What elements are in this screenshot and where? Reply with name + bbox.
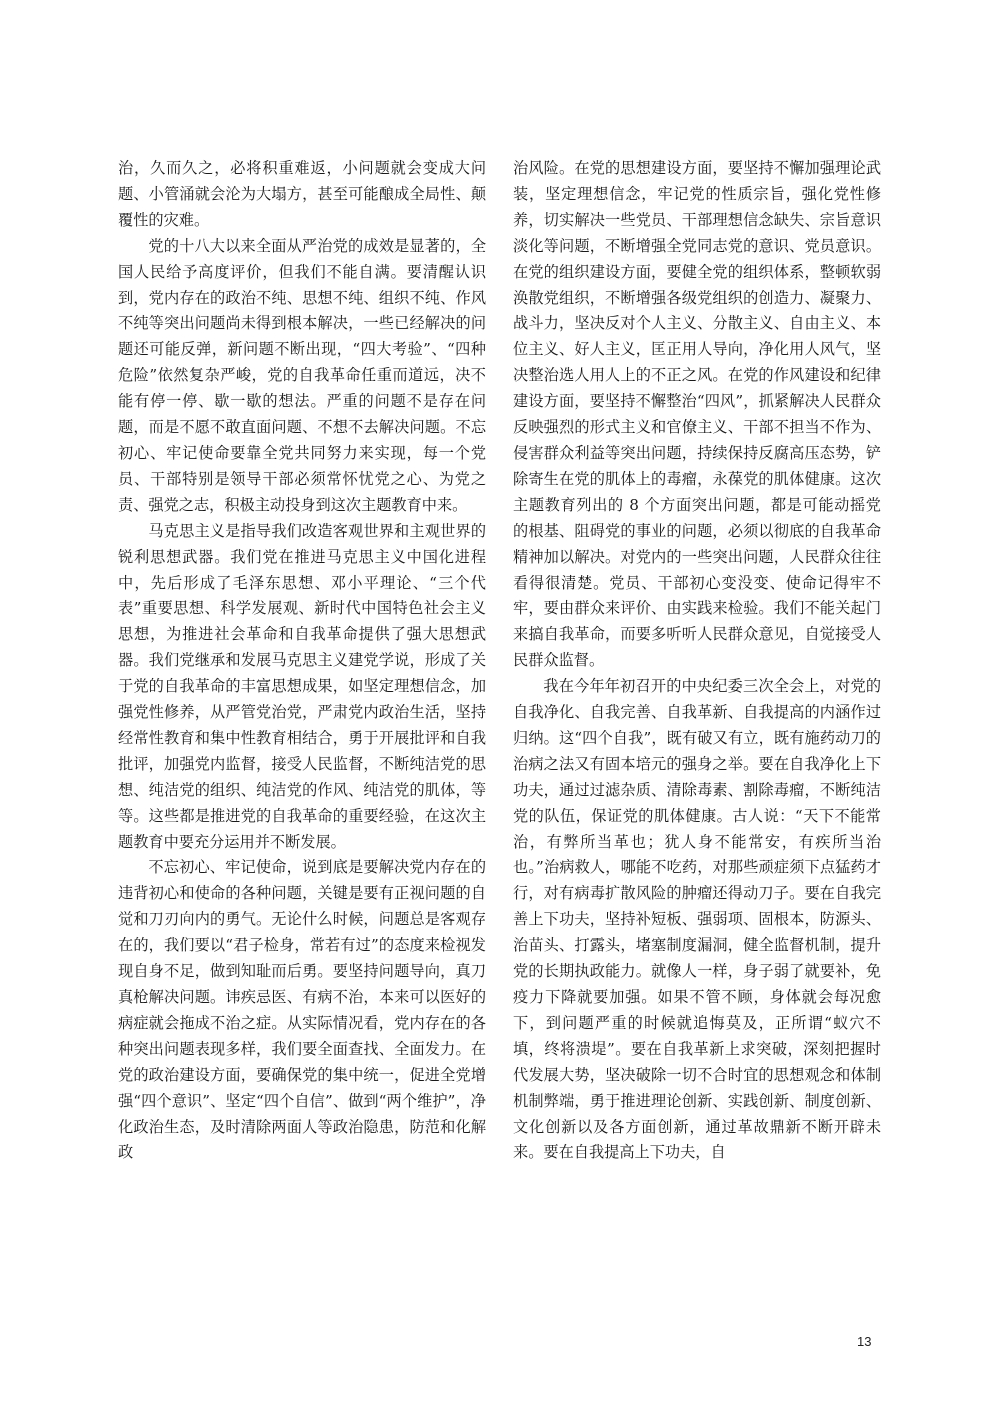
paragraph: 马克思主义是指导我们改造客观世界和主观世界的锐利思想武器。我们党在推进马克思主义中国化进程中，先后形成了毛泽东思想、邓小平理论、“三个代表”重要思想、科学发展观、新时代中国特色社会主义思想，为推进社会革命和自我革命提供了强大思想武器。我们党继承和发展马克思主义建党学说，形成了关于党的自我革命的丰富思想成果，如坚定理想信念，加强党性修养，从严管党治党，严肃党内政治生活，坚持经常性教育和集中性教育相结合，勇于开展批评和自我批评，加强党内监督，接受人民监督，不断纯洁党的思想、纯洁党的组织、纯洁党的作风、纯洁党的肌体，等等。这些都是推进党的自我革命的重要经验，在这次主题教育中要充分运用并不断发展。	[118, 521, 486, 851]
paragraph: 党的十八大以来全面从严治党的成效是显著的，全国人民给予高度评价，但我们不能自满。要清醒认识到，党内存在的政治不纯、思想不纯、组织不纯、作风不纯等突出问题尚未得到根本解决，一些已经解决的问题还可能反弹，新问题不断出现，“四大考验”、“四种危险”依然复杂严峻，党的自我革命任重而道远，决不能有停一停、歇一歇的想法。严重的问题不是存在问题，而是不愿不敢直面问题、不想不去解决问题。不忘初心、牢记使命要靠全党共同努力来实现，每一个党员、干部特别是领导干部必须常怀忧党之心、为党之责、强党之志，积极主动投身到这次主题教育中来。	[118, 236, 486, 514]
paragraph: 治风险。在党的思想建设方面，要坚持不懈加强理论武装，坚定理想信念，牢记党的性质宗旨，强化党性修养，切实解决一些党员、干部理想信念缺失、宗旨意识淡化等问题，不断增强全党同志党的意识、党员意识。在党的组织建设方面，要健全党的组织体系，整顿软弱涣散党组织，不断增强各级党组织的创造力、凝聚力、战斗力，坚决反对个人主义、分散主义、自由主义、本位主义、好人主义，匡正用人导向，净化用人风气，坚决整治选人用人上的不正之风。在党的作风建设和纪律建设方面，要坚持不懈整治“四风”，抓紧解决人民群众反映强烈的形式主义和官僚主义、干部不担当不作为、侵害群众利益等突出问题，持续保持反腐高压态势，铲除寄生在党的肌体上的毒瘤，永葆党的肌体健康。这次主题教育列出的 8 个方面突出问题，都是可能动摇党的根基、阻碍党的事业的问题，必须以彻底的自我革命精神加以解决。对党内的一些突出问题，人民群众往往看得很清楚。党员、干部初心变没变、使命记得牢不牢，要由群众来评价、由实践来检验。我们不能关起门来搞自我革命，而要多听听人民群众意见，自觉接受人民群众监督。	[513, 159, 881, 670]
paragraph: 治，久而久之，必将积重难返，小问题就会变成大问题、小管涌就会沦为大塌方，甚至可能酿成全局性、颠覆性的灾难。	[118, 159, 486, 229]
right-column	[513, 156, 881, 1166]
paragraph: 不忘初心、牢记使命，说到底是要解决党内存在的违背初心和使命的各种问题，关键是要有正视问题的自觉和刀刃向内的勇气。无论什么时候，问题总是客观存在的，我们要以“君子检身，常若有过”的态度来检视发现自身不足，做到知耻而后勇。要坚持问题导向，真刀真枪解决问题。讳疾忌医、有病不治，本来可以医好的病症就会拖成不治之症。从实际情况看，党内存在的各种突出问题表现多样，我们要全面查找、全面发力。在党的政治建设方面，要确保党的集中统一，促进全党增强“四个意识”、坚定“四个自信”、做到“两个维护”，净化政治生态，及时清除两面人等政治隐患，防范和化解政	[118, 858, 486, 1162]
left-column	[118, 156, 486, 1166]
paragraph: 我在今年年初召开的中央纪委三次全会上，对党的自我净化、自我完善、自我革新、自我提高的内涵作过归纳。这“四个自我”，既有破又有立，既有施药动刀的治病之法又有固本培元的强身之举。要在自我净化上下功夫，通过过滤杂质、清除毒素、割除毒瘤，不断纯洁党的队伍，保证党的肌体健康。古人说：“天下不能常治，有弊所当革也；犹人身不能常安，有疾所当治也。”治病救人，哪能不吃药，对那些顽症须下点猛药才行，对有病毒扩散风险的肿瘤还得动刀子。要在自我完善上下功夫，坚持补短板、强弱项、固根本，防源头、治苗头、打露头，堵塞制度漏洞，健全监督机制，提升党的长期执政能力。就像人一样，身子弱了就要补，免疫力下降就要加强。如果不管不顾，身体就会每况愈下，到问题严重的时候就追悔莫及，正所谓“蚁穴不填，终将溃堤”。要在自我革新上求突破，深刻把握时代发展大势，坚决破除一切不合时宜的思想观念和体制机制弊端，勇于推进理论创新、实践创新、制度创新、文化创新以及各方面创新，通过革故鼎新不断开辟未来。要在自我提高上下功夫，自	[513, 677, 881, 1162]
page-number: 13	[857, 1334, 872, 1349]
